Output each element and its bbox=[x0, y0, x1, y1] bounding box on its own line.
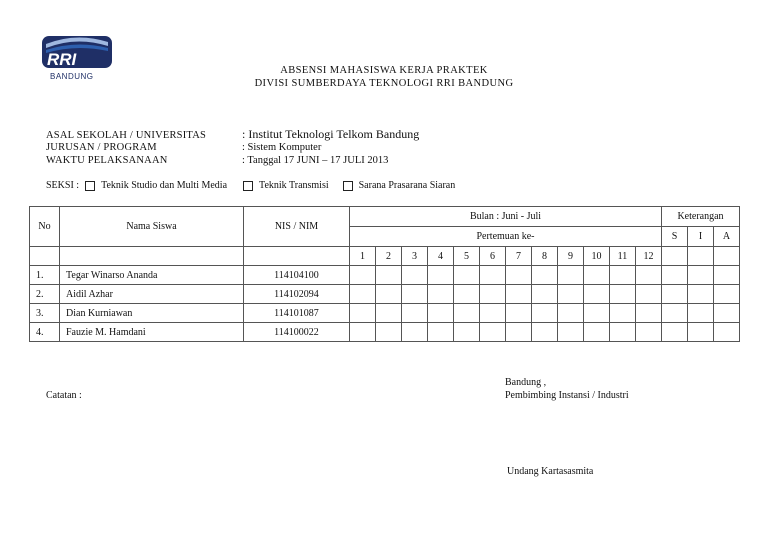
attendance-cell[interactable] bbox=[584, 304, 610, 323]
document-subtitle: DIVISI SUMBERDAYA TEKNOLOGI RRI BANDUNG bbox=[254, 78, 514, 89]
document-title: ABSENSI MAHASISWA KERJA PRAKTEK bbox=[280, 65, 488, 76]
attendance-cell[interactable] bbox=[376, 285, 402, 304]
seksi-option-label: Teknik Studio dan Multi Media bbox=[101, 180, 228, 191]
table-row bbox=[30, 323, 740, 342]
header-ket-a: A bbox=[714, 227, 740, 247]
row-no: 1. bbox=[30, 266, 60, 285]
meeting-number: 2 bbox=[376, 247, 402, 266]
row-no: 4. bbox=[30, 323, 60, 342]
logo-city-text: BANDUNG bbox=[50, 72, 94, 81]
attendance-cell[interactable] bbox=[480, 323, 506, 342]
header-no: No bbox=[30, 207, 60, 247]
meeting-number: 1 bbox=[350, 247, 376, 266]
attendance-cell[interactable] bbox=[454, 304, 480, 323]
attendance-cell[interactable] bbox=[350, 323, 376, 342]
blank-cell bbox=[60, 247, 244, 266]
meeting-number: 10 bbox=[584, 247, 610, 266]
header-ket-i: I bbox=[688, 227, 714, 247]
attendance-cell[interactable] bbox=[350, 266, 376, 285]
meeting-number: 11 bbox=[610, 247, 636, 266]
blank-cell bbox=[688, 247, 714, 266]
signature-role: Pembimbing Instansi / Industri bbox=[505, 390, 629, 401]
attendance-cell[interactable] bbox=[636, 266, 662, 285]
info-value: : Institut Teknologi Telkom Bandung bbox=[242, 127, 420, 141]
row-nis: 114100022 bbox=[244, 323, 350, 342]
header-pertemuan: Pertemuan ke- bbox=[350, 227, 662, 247]
logo-brand-text: RRI bbox=[47, 50, 77, 69]
attendance-cell[interactable] bbox=[610, 323, 636, 342]
attendance-cell[interactable] bbox=[480, 266, 506, 285]
meeting-number: 4 bbox=[428, 247, 454, 266]
ket-cell[interactable] bbox=[662, 304, 688, 323]
signer-name: Undang Kartasasmita bbox=[507, 466, 594, 477]
header-nis: NIS / NIM bbox=[244, 207, 350, 247]
attendance-cell[interactable] bbox=[584, 285, 610, 304]
attendance-cell[interactable] bbox=[532, 304, 558, 323]
info-value: : Tanggal 17 JUNI – 17 JULI 2013 bbox=[242, 155, 389, 166]
attendance-cell[interactable] bbox=[610, 304, 636, 323]
meeting-number: 9 bbox=[558, 247, 584, 266]
blank-cell bbox=[714, 247, 740, 266]
attendance-cell[interactable] bbox=[532, 266, 558, 285]
row-no: 2. bbox=[30, 285, 60, 304]
attendance-cell[interactable] bbox=[532, 285, 558, 304]
row-nama: Dian Kurniawan bbox=[60, 304, 244, 323]
header-bulan: Bulan : Juni - Juli bbox=[350, 207, 662, 227]
ket-cell[interactable] bbox=[662, 266, 688, 285]
table-row bbox=[30, 304, 740, 323]
header-keterangan: Keterangan bbox=[662, 207, 740, 227]
meeting-number: 8 bbox=[532, 247, 558, 266]
attendance-cell[interactable] bbox=[480, 304, 506, 323]
row-no: 3. bbox=[30, 304, 60, 323]
attendance-cell[interactable] bbox=[428, 323, 454, 342]
ket-cell[interactable] bbox=[714, 285, 740, 304]
attendance-cell[interactable] bbox=[402, 304, 428, 323]
blank-cell bbox=[244, 247, 350, 266]
signature-place: Bandung , bbox=[505, 377, 547, 388]
info-row-program bbox=[46, 142, 321, 153]
attendance-cell[interactable] bbox=[506, 304, 532, 323]
meeting-number: 5 bbox=[454, 247, 480, 266]
ket-cell[interactable] bbox=[688, 323, 714, 342]
row-nis: 114101087 bbox=[244, 304, 350, 323]
attendance-cell[interactable] bbox=[636, 304, 662, 323]
ket-cell[interactable] bbox=[662, 285, 688, 304]
attendance-cell[interactable] bbox=[584, 266, 610, 285]
attendance-cell[interactable] bbox=[636, 285, 662, 304]
attendance-cell[interactable] bbox=[350, 285, 376, 304]
attendance-cell[interactable] bbox=[610, 285, 636, 304]
ket-cell[interactable] bbox=[688, 304, 714, 323]
attendance-cell[interactable] bbox=[506, 285, 532, 304]
meeting-number: 7 bbox=[506, 247, 532, 266]
attendance-cell[interactable] bbox=[480, 285, 506, 304]
attendance-cell[interactable] bbox=[402, 323, 428, 342]
header-nama: Nama Siswa bbox=[60, 207, 244, 247]
ket-cell[interactable] bbox=[714, 323, 740, 342]
blank-cell bbox=[662, 247, 688, 266]
row-nis: 114102094 bbox=[244, 285, 350, 304]
attendance-cell[interactable] bbox=[428, 285, 454, 304]
attendance-cell[interactable] bbox=[454, 323, 480, 342]
attendance-cell[interactable] bbox=[558, 285, 584, 304]
attendance-cell[interactable] bbox=[454, 266, 480, 285]
attendance-cell[interactable] bbox=[428, 304, 454, 323]
ket-cell[interactable] bbox=[714, 266, 740, 285]
seksi-option-label: Sarana Prasarana Siaran bbox=[358, 180, 456, 191]
ket-cell[interactable] bbox=[662, 323, 688, 342]
catatan-label: Catatan : bbox=[46, 390, 82, 401]
attendance-cell[interactable] bbox=[402, 285, 428, 304]
row-nis: 114104100 bbox=[244, 266, 350, 285]
meeting-number: 3 bbox=[402, 247, 428, 266]
attendance-cell[interactable] bbox=[558, 266, 584, 285]
attendance-cell[interactable] bbox=[376, 304, 402, 323]
meeting-number: 12 bbox=[636, 247, 662, 266]
row-nama: Fauzie M. Hamdani bbox=[60, 323, 244, 342]
row-nama: Aidil Azhar bbox=[60, 285, 244, 304]
header-ket-s: S bbox=[662, 227, 688, 247]
blank-cell bbox=[30, 247, 60, 266]
attendance-cell[interactable] bbox=[506, 266, 532, 285]
seksi-checkbox-sarana[interactable] bbox=[343, 181, 353, 191]
info-label: WAKTU PELAKSANAAN bbox=[46, 155, 168, 166]
attendance-cell[interactable] bbox=[584, 323, 610, 342]
attendance-cell[interactable] bbox=[636, 323, 662, 342]
attendance-cell[interactable] bbox=[610, 266, 636, 285]
attendance-table bbox=[29, 206, 740, 342]
info-row-period bbox=[46, 155, 388, 166]
table-row bbox=[30, 285, 740, 304]
seksi-checkbox-studio[interactable] bbox=[85, 181, 95, 191]
seksi-row bbox=[46, 180, 455, 191]
attendance-cell[interactable] bbox=[402, 266, 428, 285]
info-label: ASAL SEKOLAH / UNIVERSITAS bbox=[46, 130, 207, 141]
attendance-cell[interactable] bbox=[532, 323, 558, 342]
attendance-cell[interactable] bbox=[558, 323, 584, 342]
info-row-school bbox=[46, 127, 419, 142]
attendance-cell[interactable] bbox=[558, 304, 584, 323]
ket-cell[interactable] bbox=[688, 266, 714, 285]
table-meeting-row bbox=[30, 247, 740, 266]
attendance-cell[interactable] bbox=[350, 304, 376, 323]
info-value: : Sistem Komputer bbox=[242, 142, 322, 153]
ket-cell[interactable] bbox=[688, 285, 714, 304]
ket-cell[interactable] bbox=[714, 304, 740, 323]
seksi-label: SEKSI : bbox=[46, 180, 80, 191]
table-row bbox=[30, 266, 740, 285]
table-header-row bbox=[30, 207, 740, 227]
attendance-cell[interactable] bbox=[506, 323, 532, 342]
attendance-cell[interactable] bbox=[454, 285, 480, 304]
attendance-cell[interactable] bbox=[376, 323, 402, 342]
meeting-number: 6 bbox=[480, 247, 506, 266]
info-label: JURUSAN / PROGRAM bbox=[46, 142, 157, 153]
seksi-checkbox-transmisi[interactable] bbox=[243, 181, 253, 191]
row-nama: Tegar Winarso Ananda bbox=[60, 266, 244, 285]
attendance-cell[interactable] bbox=[376, 266, 402, 285]
seksi-option-label: Teknik Transmisi bbox=[259, 180, 329, 191]
attendance-cell[interactable] bbox=[428, 266, 454, 285]
